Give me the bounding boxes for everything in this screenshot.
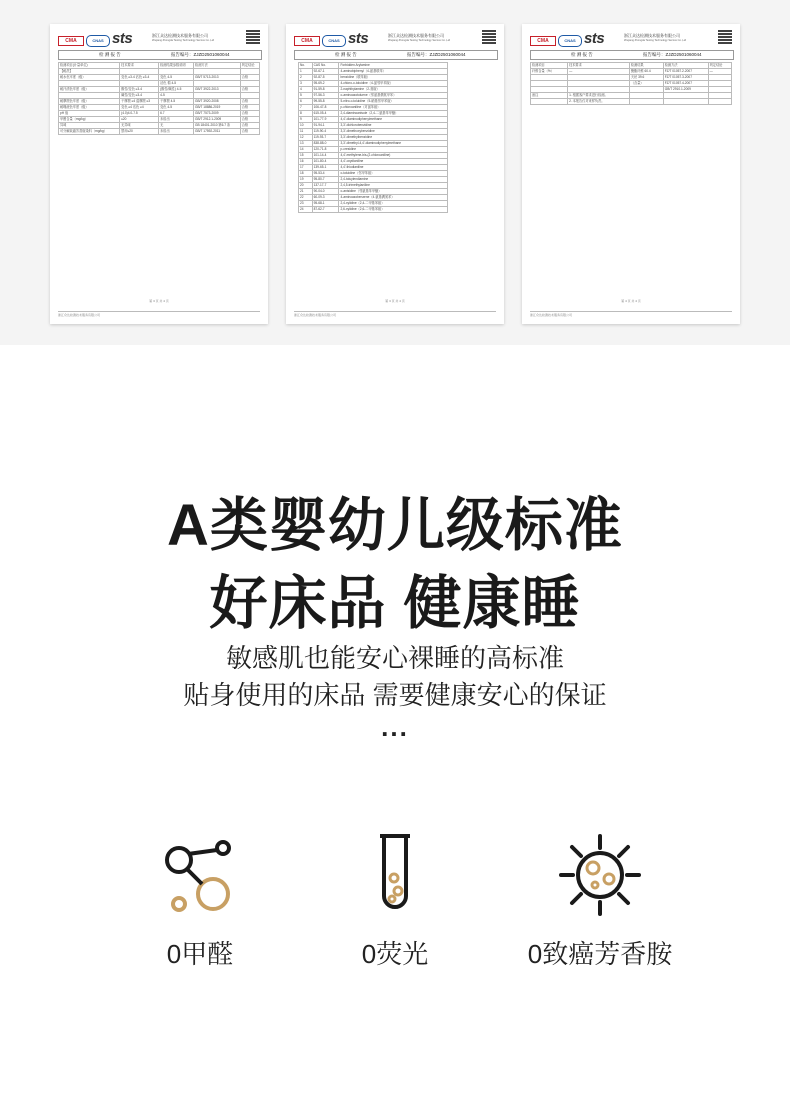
- table-cell: 2,4,5-trimethylaniline: [339, 183, 448, 189]
- table-cell: [629, 99, 663, 105]
- table-cell: 4,4'-diaminodiphenylmethane: [339, 117, 448, 123]
- feature-zero-fluorescence: [295, 830, 495, 971]
- sts-logo-icon: sts: [584, 30, 605, 47]
- table-cell: 判定结论: [708, 63, 731, 69]
- table-cell: 91-59-8: [312, 87, 339, 93]
- table-cell: 91-94-1: [312, 123, 339, 129]
- table-cell: FZ/T 01057.2-2007: [663, 69, 708, 75]
- feature-zero-carcinogenic-amine: [500, 830, 700, 971]
- table-cell: GB/T 18886-2019: [194, 105, 241, 111]
- table-cell: （含量）: [629, 81, 663, 87]
- report-bar: [294, 50, 498, 60]
- table-cell: 2,4-diaminoanisole（2,4-二氨基苯甲醚）: [339, 111, 448, 117]
- test-report-page-2: [286, 24, 504, 324]
- table-cell: 5: [299, 93, 313, 99]
- table-cell: 酸性/变色 ≥3-4: [120, 87, 159, 93]
- table-cell: 838-88-0: [312, 141, 339, 147]
- report-gallery: [0, 0, 790, 345]
- table-cell: 21: [299, 189, 313, 195]
- table-cell: 耐汗渍色牢度（级）: [59, 87, 120, 93]
- table-cell: 2,4-toluylendiamine: [339, 177, 448, 183]
- report-footer: 浙江众达检测技术服务有限公司: [530, 311, 732, 318]
- table-cell: 137-17-7: [312, 183, 339, 189]
- table-cell: 合格: [240, 105, 259, 111]
- table-cell: [663, 99, 708, 105]
- table-cell: 9: [299, 117, 313, 123]
- table-cell: 纤维含量（%）: [531, 69, 568, 75]
- table-cell: 24: [299, 207, 313, 213]
- cma-logo-icon: CMA: [294, 36, 320, 46]
- table-cell: 检测方法: [663, 63, 708, 69]
- table-cell: 无: [159, 123, 194, 129]
- table-cell: 4: [299, 87, 313, 93]
- table-cell: 1: [299, 69, 313, 75]
- table-cell: 干摩擦 4-5: [159, 99, 194, 105]
- table-cell: 沾色 棉 4-5: [159, 81, 194, 87]
- feature-zero-formaldehyde: [100, 830, 300, 971]
- table-cell: GB/T 2912.1-2009: [194, 117, 241, 123]
- table-cell: [531, 99, 568, 105]
- table-cell: 95-80-7: [312, 177, 339, 183]
- qr-code-icon: [246, 30, 260, 44]
- table-cell: 耐水色牢度（级）: [59, 75, 120, 81]
- table-cell: (酸性/碱性) 4-5: [159, 87, 194, 93]
- table-cell: 【耐洗】: [59, 69, 120, 75]
- test-report-page-1: [50, 24, 268, 324]
- table-cell: 技术要求: [120, 63, 159, 69]
- table-cell: 12: [299, 135, 313, 141]
- table-cell: 95-53-4: [312, 171, 339, 177]
- table-cell: 7: [299, 105, 313, 111]
- company-name: 浙江众达检测技术服务有限公司 Zhejiang Zhongda Testing Technology Service Co.,Ltd: [624, 33, 687, 42]
- table-cell: —: [568, 69, 630, 75]
- headline-line-2: 好床品 健康睡: [209, 571, 581, 636]
- table-cell: 13: [299, 141, 313, 147]
- table-cell: 2,4-xylidine（2,4-二甲基苯胺）: [339, 201, 448, 207]
- table-cell: 合格: [240, 123, 259, 129]
- report-header: [530, 30, 732, 46]
- table-cell: pH 值: [59, 111, 120, 117]
- table-cell: 11: [299, 129, 313, 135]
- table-cell: 17: [299, 165, 313, 171]
- subtitle-line-2: 贴身使用的床品 需要健康安心的保证: [183, 680, 607, 710]
- table-cell: GB/T 7573-2009: [194, 111, 241, 117]
- table-cell: 18: [299, 171, 313, 177]
- page-number: 第 3 页 共 4 页: [149, 299, 169, 304]
- table-cell: 99-55-8: [312, 99, 339, 105]
- qr-code-icon: [482, 30, 496, 44]
- table-cell: 87-62-7: [312, 207, 339, 213]
- report-bar: [530, 50, 734, 60]
- table-cell: GB/T 17592-2011: [194, 129, 241, 135]
- table-cell: 95-68-1: [312, 201, 339, 207]
- table-cell: 耐唾液色牢度（级）: [59, 105, 120, 111]
- table-cell: 3,3'-dimethoxybenzidine: [339, 129, 448, 135]
- table-cell: 碱性/变色 ≥3-4: [120, 93, 159, 99]
- report-header: [58, 30, 260, 46]
- table-cell: p-chloroaniline（对氯苯胺）: [339, 105, 448, 111]
- table-cell: 4-5: [159, 93, 194, 99]
- table-cell: 合格: [240, 99, 259, 105]
- table-cell: 变色 4-5: [159, 75, 194, 81]
- table-cell: 22: [299, 195, 313, 201]
- table-cell: 101-14-4: [312, 153, 339, 159]
- table-cell: 119-90-4: [312, 129, 339, 135]
- table-cell: 合格: [240, 75, 259, 81]
- table-cell: [708, 99, 731, 105]
- table-cell: 2-naphthylamine（2-萘胺）: [339, 87, 448, 93]
- table-cell: CAS No.: [312, 63, 339, 69]
- table-cell: 未检出: [159, 117, 194, 123]
- table-cell: 检测结果: [629, 63, 663, 69]
- qr-code-icon: [718, 30, 732, 44]
- table-cell: 聚酯纤维 60.4: [629, 69, 663, 75]
- table-cell: 4-aminobiphenyl（4-氨基联苯）: [339, 69, 448, 75]
- table-cell: 变色 ≥4 沾色 ≥4: [120, 105, 159, 111]
- report-label: 检 测 报 告: [571, 52, 593, 57]
- test-tube-icon: [350, 830, 440, 920]
- table-cell: 15: [299, 153, 313, 159]
- sts-logo-icon: sts: [112, 30, 133, 47]
- table-cell: 139-65-1: [312, 165, 339, 171]
- table-cell: 4,4'-methylene-bis-(2-chloroaniline): [339, 153, 448, 159]
- table-cell: 92-87-5: [312, 75, 339, 81]
- table-cell: 检测方法: [194, 63, 241, 69]
- company-name: 浙江众达检测技术服务有限公司 Zhejiang Zhongda Testing Technology Service Co.,Ltd: [152, 33, 215, 42]
- headline-line-1: A类婴幼儿级标准: [167, 493, 623, 558]
- table-cell: No.: [299, 63, 313, 69]
- table-cell: 1. 根据客户要求进行检测。: [568, 93, 630, 99]
- table-cell: 6: [299, 99, 313, 105]
- report-label: 检 测 报 告: [335, 52, 357, 57]
- table-cell: GB/T 5713-2013: [194, 75, 241, 81]
- page-number: 第 3 页 共 4 页: [385, 299, 405, 304]
- table-cell: GB 18401-2010 第6.7 条: [194, 123, 241, 129]
- table-cell: 合格: [240, 87, 259, 93]
- report-footer: 浙江众达检测技术服务有限公司: [294, 311, 496, 318]
- table-cell: 4-chloro-o-toluidine（4-氯邻甲苯胺）: [339, 81, 448, 87]
- table-cell: p-cresidine: [339, 147, 448, 153]
- table-cell: 119-93-7: [312, 135, 339, 141]
- table-cell: GB/T 3920-2008: [194, 99, 241, 105]
- table-cell: 判定结论: [240, 63, 259, 69]
- report-number: 报告编号：ZJZD2501060044: [171, 52, 230, 57]
- table-cell: 2. 本报告仅对来样负责。: [568, 99, 630, 105]
- table-cell: GB/T 2910.1-2009: [663, 87, 708, 93]
- feature-label: 0荧光: [361, 939, 429, 969]
- table-cell: 101-77-9: [312, 117, 339, 123]
- table-cell: 天丝 39.6: [629, 75, 663, 81]
- bacteria-icon: [555, 830, 645, 920]
- report-label: 检 测 报 告: [99, 52, 121, 57]
- table-cell: 无异味: [120, 123, 159, 129]
- table-cell: 干摩擦 ≥4 湿摩擦 ≥3: [120, 99, 159, 105]
- table-cell: 4-aminoazobenzene（4-氨基偶氮苯）: [339, 195, 448, 201]
- table-cell: 615-05-4: [312, 111, 339, 117]
- cnas-logo-icon: CNAS: [558, 35, 582, 47]
- table-cell: 8: [299, 111, 313, 117]
- table-cell: 可分解致癌芳香胺染料（mg/kg）: [59, 129, 120, 135]
- table-cell: 3,3'-dichlorobenzidine: [339, 123, 448, 129]
- table-cell: 60-09-3: [312, 195, 339, 201]
- table-cell: 4,4'-thiodianiline: [339, 165, 448, 171]
- table-cell: 97-56-3: [312, 93, 339, 99]
- table-cell: 23: [299, 201, 313, 207]
- table-cell: 16: [299, 159, 313, 165]
- report-header: [294, 30, 496, 46]
- table-cell: ≤20: [120, 117, 159, 123]
- table-cell: 4,4'-oxydianiline: [339, 159, 448, 165]
- table-cell: 2: [299, 75, 313, 81]
- table-cell: 变色 ≥3-4 沾色 ≥3-4: [120, 75, 159, 81]
- report-number: 报告编号：ZJZD2501060044: [407, 52, 466, 57]
- table-cell: GB/T 3922-2013: [194, 87, 241, 93]
- table-cell: 检测项目(计量单位): [59, 63, 120, 69]
- table-cell: o-toluidine（邻甲苯胺）: [339, 171, 448, 177]
- table-row: [299, 207, 448, 213]
- table-cell: 异味: [59, 123, 120, 129]
- sts-logo-icon: sts: [348, 30, 369, 47]
- table-cell: 技术要求: [568, 63, 630, 69]
- table-cell: FZ/T 01057.4-2007: [663, 81, 708, 87]
- table-cell: 合格: [240, 129, 259, 135]
- feature-label: 0甲醛: [166, 939, 234, 969]
- table-cell: 95-69-2: [312, 81, 339, 87]
- subtitle-line-1: 敏感肌也能安心裸睡的高标准: [225, 643, 564, 673]
- table-cell: 101-80-4: [312, 159, 339, 165]
- table-cell: 3,3'-dimethylbenzidine: [339, 135, 448, 141]
- report-table: [298, 62, 448, 213]
- table-cell: 合格: [240, 117, 259, 123]
- table-cell: 90-04-0: [312, 189, 339, 195]
- test-report-page-3: [522, 24, 740, 324]
- table-cell: 耐摩擦色牢度（级）: [59, 99, 120, 105]
- report-bar: [58, 50, 262, 60]
- report-footer: 浙江众达检测技术服务有限公司: [58, 311, 260, 318]
- table-cell: FZ/T 01057.3-2007: [663, 75, 708, 81]
- table-cell: 120-71-8: [312, 147, 339, 153]
- table-cell: 106-47-8: [312, 105, 339, 111]
- cma-logo-icon: CMA: [58, 36, 84, 46]
- table-cell: 6.7: [159, 111, 194, 117]
- table-row: [59, 129, 260, 135]
- table-cell: 3,3'-dimethyl-4,4'-diaminodiphenylmethane: [339, 141, 448, 147]
- table-cell: 92-67-1: [312, 69, 339, 75]
- table-cell: 2,6-xylidine（2,6-二甲基苯胺）: [339, 207, 448, 213]
- table-cell: 3: [299, 81, 313, 87]
- cma-logo-icon: CMA: [530, 36, 556, 46]
- ellipsis-divider: ...: [381, 712, 409, 742]
- table-cell: 20: [299, 183, 313, 189]
- table-cell: 10: [299, 123, 313, 129]
- table-cell: 合格: [240, 111, 259, 117]
- table-row: [531, 99, 732, 105]
- table-cell: 14: [299, 147, 313, 153]
- report-number: 报告编号：ZJZD2501060044: [643, 52, 702, 57]
- table-cell: Forbidden Arylamine: [339, 63, 448, 69]
- table-cell: —: [708, 69, 731, 75]
- report-table: [58, 62, 260, 135]
- page-number: 第 4 页 共 4 页: [621, 299, 641, 304]
- cnas-logo-icon: CNAS: [86, 35, 110, 47]
- table-cell: 变色 4-5: [159, 105, 194, 111]
- table-cell: (4.0)4.0-7.5: [120, 111, 159, 117]
- table-cell: 甲醛含量（mg/kg）: [59, 117, 120, 123]
- table-cell: o-anisidine（邻氨基苯甲醚）: [339, 189, 448, 195]
- table-cell: 5-nitro-o-toluidine（5-硝基邻甲苯胺）: [339, 99, 448, 105]
- cnas-logo-icon: CNAS: [322, 35, 346, 47]
- table-cell: 备注: [531, 93, 568, 99]
- table-cell: 未检出: [159, 129, 194, 135]
- table-cell: o-aminoazotoluene（邻氨基偶氮甲苯）: [339, 93, 448, 99]
- report-table: [530, 62, 732, 105]
- table-cell: benzidine（联苯胺）: [339, 75, 448, 81]
- table-cell: 19: [299, 177, 313, 183]
- feature-label: 0致癌芳香胺: [527, 939, 673, 969]
- table-cell: 检测结果参数说明: [159, 63, 194, 69]
- company-name: 浙江众达检测技术服务有限公司 Zhejiang Zhongda Testing Technology Service Co.,Ltd: [388, 33, 451, 42]
- table-cell: 禁用≤20: [120, 129, 159, 135]
- molecule-icon: [155, 830, 245, 920]
- table-cell: 检测项目: [531, 63, 568, 69]
